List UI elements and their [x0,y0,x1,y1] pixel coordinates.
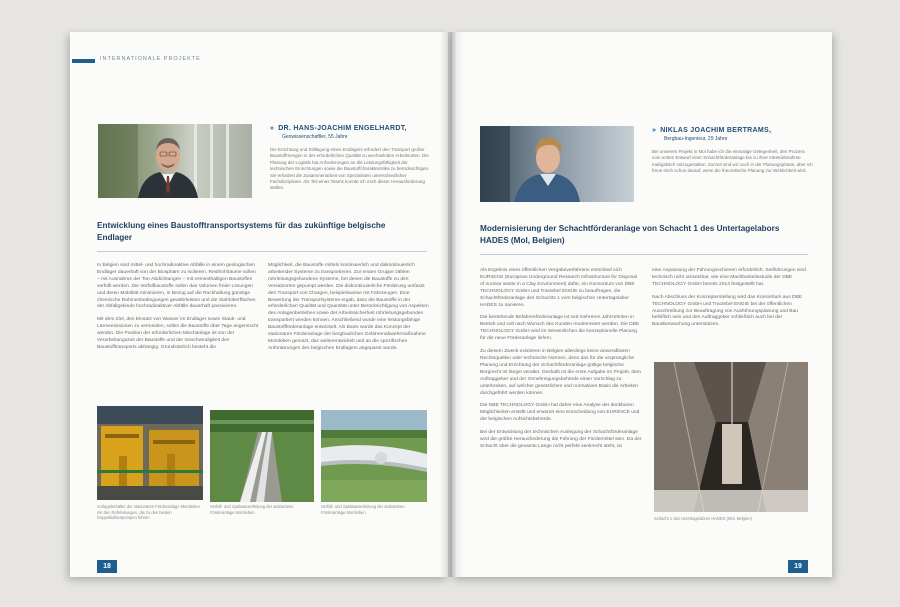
article-heading: Modernisierung der Schachtförderanlage von Schacht 1 des Untertagelabors HADES (Mol, Belgien) [480,224,780,245]
heading-divider [480,254,808,255]
paragraph: Nach Abschluss der Konzepterstellung wird das Konsortium aus DBE TECHNOLOGY GmbH und Tractebel ENGIE bei der öffentlichen Ausschreibung zur Beauftragung von Ausführungsplanung und Bau behilflich sein und den Auftraggeber schließlich auch bei der Bauüberwachung unterstützen. [652,294,803,328]
photo-caption: Schacht 1 des Untertagelabors HADES (Mol, Belgien) [654,516,752,521]
portrait-photo-bertrams [480,126,634,202]
paragraph: Als Ergebnis eines öffentlichen Vergabeverfahrens entschied sich EURIDICE (European Underground Research Infrastructure for Disposal of nuclear waste in a Clay Environment) dafür, ein Konsortium von DBE TECHNOLOGY GmbH und Tractebel ENGIE zu beauftragen, die Schachtförderanlage des Schachts 1 vom belgischen Untertagelabor HADES zu sanieren. [480,268,638,308]
paragraph: Möglichkeit, die Baustoffe mittels kontinuierlich und diskontinuierlich arbeitender Systeme zu transportieren. Zur ersten Gruppe zählen rohrleitungsgebundene Systeme, bei denen die Baustoffe zu den Versatzorten gepumpt werden. Die diskontinuierliche Förderung umfasst den Transport von Chargen, beispielsweise mit Fahrzeugen. Eine Bewertung der Transportsysteme ergab, dass die Baustoffe in der erforderlichen Qualität und Quantität unter Berücksichtigung von Aspekten des Anlagenbetriebes sowie der Arbeitssicherheit rohrleitungsgebunden transportiert werden können. Anschließend wurde eine leistungsfähige Baustoffförderanlage entwickelt. Als Basis wurde das Konzept der stationären Förderanlage der bergbaulichen Gefahrenabwehrmaßnahme Morsleben genutzt, das weiterentwickelt und an die spezifischen Anforderungen des belgischen Endlagers angepasst wurde. [268,263,429,351]
body-column-1 [97,263,259,358]
person-name: » NIKLAS JOACHIM BERTRAMS, [652,127,772,134]
person-name: » DR. HANS-JOACHIM ENGELHARDT, [270,125,407,132]
person-role: Geowissenschaftler, 55 Jahre [282,134,348,140]
heading-divider [97,251,427,252]
photo-pipe-closeup [321,410,427,502]
photo-caption: Verfüll- und Spülwasserleitung der stationären Förderanlage Morsleben [321,504,405,515]
paragraph: eine Anpassung der Führungsschienen erforderlich. Seilführungen sind technisch nicht umsetzbar, wie eine Machbarkeitsstudie der DBE TECHNOLOGY GmbH bereits 2014 festgestellt hat. [652,268,806,287]
photo-caption: Verfüll- und Spülwasserleitung der stationären Förderanlage Morsleben [210,504,294,515]
photo-mixing-tanks [97,406,203,500]
paragraph: Die DBE TECHNOLOGY GmbH hat daher eine Analyse der denkbaren Möglichkeiten erstellt und erwartet eine Entscheidung von EURIDICE und der belgischen Aufsichtsbehörde. [480,403,640,423]
body-column-2 [268,263,430,359]
page-number: 19 [788,560,808,573]
paragraph: Zu diesem Zweck existieren in Belgien allerdings keine anwendbaren Rechtsquellen oder technische Normen, denn das für die ursprüngliche Planung und Errichtung der Schachtförderanlage gültige belgische Bergrecht ist längst veraltet. Deshalb ist die erste Aufgabe im Projekt, dem Auftraggeber und der Genehmigungsbehörde einen Vorschlag zu unterbreiten, auf welcher gesetzlichen und normativen Basis die Arbeiten durchgeführt werden können. [480,349,641,396]
person-quote: Die Errichtung und Stilllegung eines Endlagers erfordert den Transport großer Baustoffmengen in der erforderlichen Qualität zu wechselnden Arbeitsorten. Die Planung der Logistik hat Anforderungen an die Leistungsfähigkeit der technischen Einrichtungen sowie die Baustoffcharakteristika zu berücksichtigen. Sie erfordert die Zusammenarbeit von Spezialisten unterschiedlicher Fachdisziplinen. Als Teil eines Teams konnte ich mich dieser Herausforderung stellen. [270,147,430,191]
right-page [452,32,832,577]
person-quote: Bei unserem Projekt in Mol habe ich die einmalige Gelegenheit, den Prozess vom ersten Entwurf einer Schachtförderanlage bis zu ihrer Inbetriebnahme maßgeblich mitzugestalten. Zurzeit sind wir noch in der Planungsphase, aber ich freue mich schon darauf, wenn die theoretische Planung zur Wirklichkeit wird. [652,149,813,174]
left-page [70,32,448,577]
photo-pipeline-field [210,410,314,502]
paragraph: Die bestehende Befahrenförderanlage ist seit mehreren Jahrzehnten in Betrieb und soll nach Wunsch des Kunden modernisiert werden. Die DBE TECHNOLOGY GmbH wird im Wesentlichen die konzeptionelle Planung für die neue Förderanlage liefern. [480,315,640,342]
body-column-2 [652,268,812,335]
photo-shaft-hades [654,362,808,512]
page-number: 18 [97,560,117,573]
section-label: INTERNATIONALE PROJEKTE [100,56,201,62]
paragraph: In Belgien sind mittel- und hochradioaktive Abfälle in einem geologischen Endlager dauerhaft von der Biosphäre zu isolieren. Resthohlräume sollen – mit Ausnahme der Ton-Abdichtungen – mit zementhaltigen Baustoffen verfüllt werden. Die Verfüllbaustoffe sollen das Volumen freier Lösungen und deren Mobilität minimieren, in Bezug auf die Rückhaltung günstige chemische Rahmenbedingungen gewährleisten und die Stahloberflächen der Abfallgebinde hochradioaktiver Abfälle dauerhaft passivieren. [97,263,256,310]
paragraph: Mit dem Ziel, den Einsatz von Wasser im Endlager sowie Staub- und Lärmemissionen zu vermeiden, sollen die Baustoffe über Tage angemischt werden. Die Position der erforderlichen Mischanlage ist von der Verarbeitungszeit der Baustoffe und der Geschwindigkeit des Baustofftransports abhängig. Grundsätzlich besteht die [97,317,259,350]
body-column-1 [480,268,642,457]
article-heading: Entwicklung eines Baustofftransportsystems für das zukünftige belgische Endlager [97,221,386,242]
portrait-photo-engelhardt [98,124,252,198]
section-marker [72,59,95,63]
person-role: Bergbau-Ingenieur, 29 Jahre [664,136,728,142]
paragraph: Bei der Entwicklung der technischen Auslegung der Schachtförderanlage wird die größte Herausforderung die Führung der Fördermittel sein. Da der Schacht über die gesamte Länge nicht perfekt senkrecht steht, ist [480,430,642,449]
photo-caption: Vorlagebehälter der stationären Förderanlage Morsleben mit den Rohrleitungen, die zu den beiden Doppelkolbenpumpen führen [97,504,200,521]
